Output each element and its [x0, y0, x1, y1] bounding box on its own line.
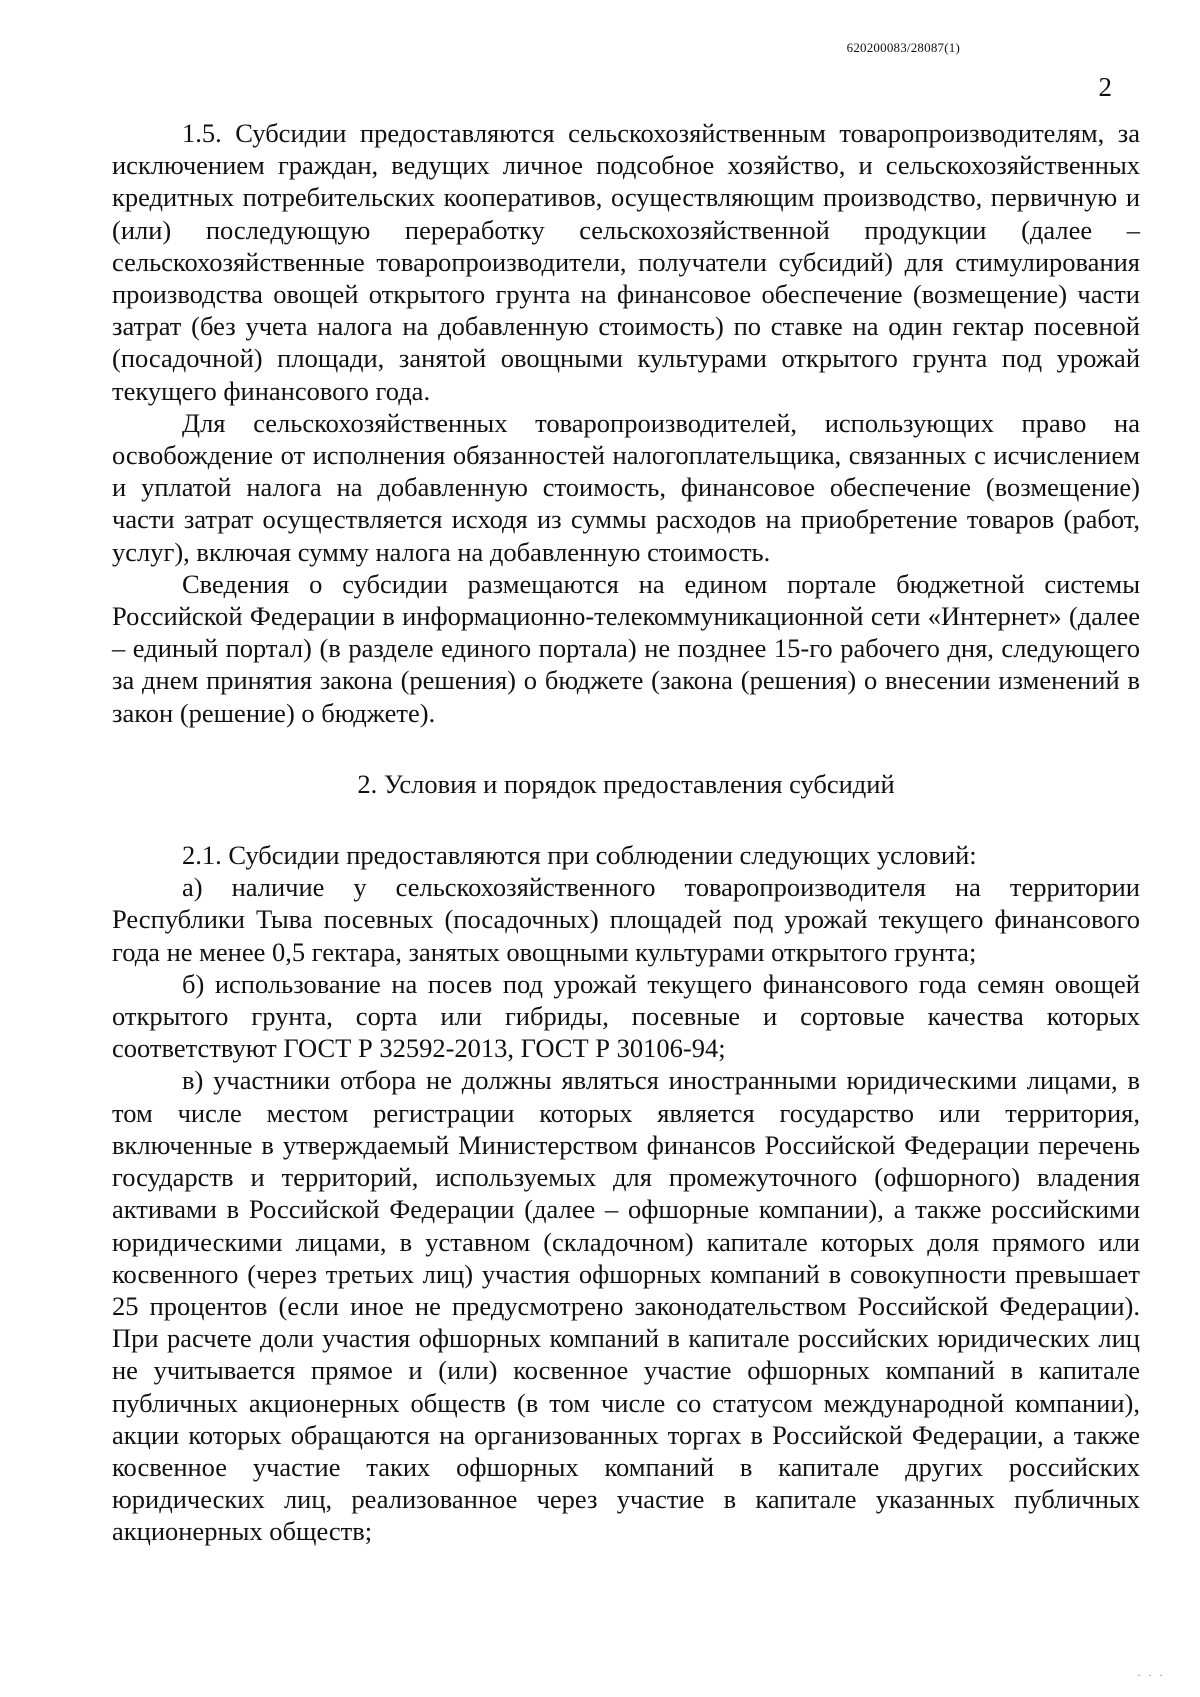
document-id: 620200083/28087(1): [846, 40, 960, 55]
condition-v: в) участники отбора не должны являться иностранными юридическими лицами, в том числе местом регистрации которых является государство или территория, включенные в утверждаемый Министерством финансов Российской Федерации перечень государств и территорий, используемых для промежуточного (офшорного) владения активами в Российской Федерации (далее – офшорные компании), а также российскими юридическими лицами, в уставном (складочном) капитале которых доля прямого или косвенного (через третьих лиц) участия офшорных компаний в совокупности превышает 25 процентов (если иное не предусмотрено законодательством Российской Федерации). При расчете доли участия офшорных компаний в капитале российских юридических лиц не учитывается прямое и (или) косвенное участие офшорных компаний в капитале публичных акционерных обществ (в том числе со статусом международной компании), акции которых обращаются на организованных торгах в Российской Федерации, а также косвенное участие таких офшорных компаний в капитале других российских юридических лиц, реализованное через участие в капитале указанных публичных акционерных обществ;: [112, 1065, 1140, 1547]
paragraph-portal-info: Сведения о субсидии размещаются на едином портале бюджетной системы Российской Федерации в информационно-телекоммуникационной сети «Интернет» (далее – единый портал) (в разделе единого портала) не позднее 15-го рабочего дня, следующего за днем принятия закона (решения) о бюджете (закона (решения) о внесении изменений в закон (решение) о бюджете).: [112, 568, 1140, 728]
paragraph-2-1: 2.1. Субсидии предоставляются при соблюдении следующих условий:: [182, 840, 977, 871]
paragraph-1-5: 1.5. Субсидии предоставляются сельскохозяйственным товаропроизводителям, за исключением граждан, ведущих личное подсобное хозяйство, и сельскохозяйственных кредитных потребительских кооперативов, осуществляющим производство, первичную и (или) последующую переработку сельскохозяйственной продукции (далее – сельскохозяйственные товаропроизводители, получатели субсидий) для стимулирования производства овощей открытого грунта на финансовое обеспечение (возмещение) части затрат (без учета налога на добавленную стоимость) по ставке на один гектар посевной (посадочной) площади, занятой овощными культурами открытого грунта под урожай текущего финансового года.: [112, 118, 1140, 406]
section-2-title: 2. Условия и порядок предоставления субсидий: [357, 768, 895, 799]
paragraph-vat-exemption: Для сельскохозяйственных товаропроизводителей, использующих право на освобождение от исполнения обязанностей налогоплательщика, связанных с исчислением и уплатой налога на добавленную стоимость, финансовое обеспечение (возмещение) части затрат осуществляется исходя из суммы расходов на приобретение товаров (работ, услуг), включая сумму налога на добавленную стоимость.: [112, 407, 1140, 567]
page-number: 2: [1098, 72, 1112, 102]
condition-b: б) использование на посев под урожай текущего финансового года семян овощей открытого грунта, сорта или гибриды, посевные и сортовые качества которых соответствуют ГОСТ Р 32592-2013, ГОСТ Р 30106-94;: [112, 968, 1140, 1064]
scan-artifact-mark: · · ·: [1137, 1668, 1165, 1682]
document-body: [112, 117, 1140, 1548]
condition-a: а) наличие у сельскохозяйственного товаропроизводителя на территории Республики Тыва посевных (посадочных) площадей под урожай текущего финансового года не менее 0,5 гектара, занятых овощными культурами открытого грунта;: [112, 872, 1140, 967]
